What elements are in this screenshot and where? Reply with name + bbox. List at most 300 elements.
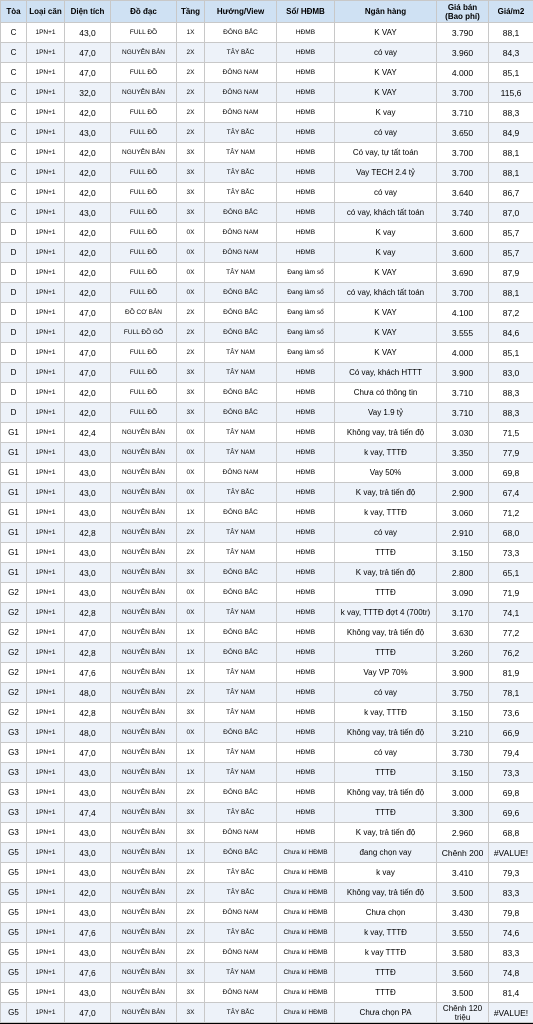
cell-huong-view[interactable]: TÂY NAM bbox=[205, 543, 277, 563]
cell-gia-ban[interactable]: 3.350 bbox=[437, 443, 489, 463]
cell-so-hdmb[interactable]: HĐMB bbox=[277, 743, 335, 763]
cell-loai-can[interactable]: 1PN+1 bbox=[27, 143, 65, 163]
cell-dien-tich[interactable]: 43,0 bbox=[65, 463, 111, 483]
cell-so-hdmb[interactable]: HĐMB bbox=[277, 423, 335, 443]
cell-huong-view[interactable]: TÂY BẮC bbox=[205, 483, 277, 503]
cell-do-dac[interactable]: NGUYÊN BẢN bbox=[111, 663, 177, 683]
cell-tang[interactable]: 1X bbox=[177, 643, 205, 663]
cell-ngan-hang[interactable]: k vay, TTTĐ bbox=[335, 923, 437, 943]
cell-loai-can[interactable]: 1PN+1 bbox=[27, 543, 65, 563]
cell-do-dac[interactable]: ĐỒ CƠ BẢN bbox=[111, 303, 177, 323]
cell-loai-can[interactable]: 1PN+1 bbox=[27, 83, 65, 103]
cell-do-dac[interactable]: NGUYÊN BẢN bbox=[111, 863, 177, 883]
cell-gia-m2[interactable]: 87,9 bbox=[489, 263, 533, 283]
cell-so-hdmb[interactable]: HĐMB bbox=[277, 63, 335, 83]
cell-gia-m2[interactable]: 79,8 bbox=[489, 903, 533, 923]
cell-tang[interactable]: 0X bbox=[177, 283, 205, 303]
cell-so-hdmb[interactable]: HĐMB bbox=[277, 763, 335, 783]
cell-gia-ban[interactable]: 3.600 bbox=[437, 223, 489, 243]
cell-do-dac[interactable]: NGUYÊN BẢN bbox=[111, 843, 177, 863]
cell-dien-tich[interactable]: 47,0 bbox=[65, 303, 111, 323]
cell-so-hdmb[interactable]: HĐMB bbox=[277, 563, 335, 583]
cell-dien-tich[interactable]: 43,0 bbox=[65, 863, 111, 883]
cell-gia-m2[interactable]: 115,6 bbox=[489, 83, 533, 103]
cell-gia-ban[interactable]: 3.700 bbox=[437, 163, 489, 183]
cell-loai-can[interactable]: 1PN+1 bbox=[27, 363, 65, 383]
cell-dien-tich[interactable]: 43,0 bbox=[65, 783, 111, 803]
cell-loai-can[interactable]: 1PN+1 bbox=[27, 123, 65, 143]
cell-gia-m2[interactable]: 73,3 bbox=[489, 543, 533, 563]
cell-loai-can[interactable]: 1PN+1 bbox=[27, 643, 65, 663]
cell-so-hdmb[interactable]: HĐMB bbox=[277, 503, 335, 523]
cell-so-hdmb[interactable]: Chưa kí HĐMB bbox=[277, 1003, 335, 1023]
cell-gia-m2[interactable]: 68,0 bbox=[489, 523, 533, 543]
cell-toa[interactable]: G2 bbox=[1, 623, 27, 643]
cell-dien-tich[interactable]: 42,8 bbox=[65, 603, 111, 623]
cell-huong-view[interactable]: TÂY BẮC bbox=[205, 803, 277, 823]
cell-so-hdmb[interactable]: Chưa kí HĐMB bbox=[277, 963, 335, 983]
cell-ngan-hang[interactable]: TTTĐ bbox=[335, 543, 437, 563]
cell-loai-can[interactable]: 1PN+1 bbox=[27, 943, 65, 963]
cell-toa[interactable]: D bbox=[1, 323, 27, 343]
cell-do-dac[interactable]: NGUYÊN BẢN bbox=[111, 603, 177, 623]
cell-toa[interactable]: G5 bbox=[1, 983, 27, 1003]
cell-dien-tich[interactable]: 47,0 bbox=[65, 43, 111, 63]
cell-huong-view[interactable]: ĐÔNG BẮC bbox=[205, 843, 277, 863]
cell-ngan-hang[interactable]: Không vay, trả tiến độ bbox=[335, 883, 437, 903]
cell-gia-ban[interactable]: 3.580 bbox=[437, 943, 489, 963]
cell-so-hdmb[interactable]: Chưa kí HĐMB bbox=[277, 903, 335, 923]
cell-gia-m2[interactable]: 71,9 bbox=[489, 583, 533, 603]
cell-huong-view[interactable]: TÂY BẮC bbox=[205, 43, 277, 63]
cell-loai-can[interactable]: 1PN+1 bbox=[27, 223, 65, 243]
cell-toa[interactable]: G2 bbox=[1, 643, 27, 663]
cell-loai-can[interactable]: 1PN+1 bbox=[27, 383, 65, 403]
cell-huong-view[interactable]: ĐÔNG BẮC bbox=[205, 563, 277, 583]
cell-gia-m2[interactable]: 88,1 bbox=[489, 143, 533, 163]
cell-tang[interactable]: 3X bbox=[177, 803, 205, 823]
cell-dien-tich[interactable]: 48,0 bbox=[65, 723, 111, 743]
cell-loai-can[interactable]: 1PN+1 bbox=[27, 163, 65, 183]
cell-tang[interactable]: 2X bbox=[177, 523, 205, 543]
cell-gia-ban[interactable]: 4.000 bbox=[437, 343, 489, 363]
cell-do-dac[interactable]: FULL ĐỒ GỖ bbox=[111, 323, 177, 343]
cell-ngan-hang[interactable]: K vay bbox=[335, 243, 437, 263]
cell-tang[interactable]: 3X bbox=[177, 383, 205, 403]
cell-loai-can[interactable]: 1PN+1 bbox=[27, 63, 65, 83]
cell-so-hdmb[interactable]: Chưa kí HĐMB bbox=[277, 983, 335, 1003]
cell-so-hdmb[interactable]: HĐMB bbox=[277, 583, 335, 603]
cell-loai-can[interactable]: 1PN+1 bbox=[27, 743, 65, 763]
cell-tang[interactable]: 1X bbox=[177, 23, 205, 43]
cell-gia-ban[interactable]: 3.650 bbox=[437, 123, 489, 143]
cell-huong-view[interactable]: ĐÔNG NAM bbox=[205, 823, 277, 843]
cell-do-dac[interactable]: FULL ĐỒ bbox=[111, 343, 177, 363]
cell-toa[interactable]: G1 bbox=[1, 523, 27, 543]
cell-huong-view[interactable]: TÂY NAM bbox=[205, 263, 277, 283]
cell-so-hdmb[interactable]: HĐMB bbox=[277, 543, 335, 563]
cell-toa[interactable]: G2 bbox=[1, 683, 27, 703]
cell-ngan-hang[interactable]: k vay, TTTĐ bbox=[335, 703, 437, 723]
cell-do-dac[interactable]: FULL ĐỒ bbox=[111, 403, 177, 423]
cell-gia-m2[interactable]: 81,4 bbox=[489, 983, 533, 1003]
cell-loai-can[interactable]: 1PN+1 bbox=[27, 563, 65, 583]
cell-tang[interactable]: 3X bbox=[177, 143, 205, 163]
cell-gia-m2[interactable]: 88,3 bbox=[489, 103, 533, 123]
cell-tang[interactable]: 0X bbox=[177, 263, 205, 283]
cell-gia-ban[interactable]: Chênh 200 bbox=[437, 843, 489, 863]
cell-gia-ban[interactable]: 3.900 bbox=[437, 363, 489, 383]
cell-tang[interactable]: 0X bbox=[177, 463, 205, 483]
cell-ngan-hang[interactable]: Có vay, tự tất toán bbox=[335, 143, 437, 163]
cell-gia-m2[interactable]: 84,3 bbox=[489, 43, 533, 63]
cell-gia-m2[interactable]: 83,3 bbox=[489, 943, 533, 963]
cell-toa[interactable]: D bbox=[1, 283, 27, 303]
cell-loai-can[interactable]: 1PN+1 bbox=[27, 723, 65, 743]
cell-huong-view[interactable]: TÂY NAM bbox=[205, 143, 277, 163]
cell-dien-tich[interactable]: 43,0 bbox=[65, 903, 111, 923]
cell-gia-ban[interactable]: 3.740 bbox=[437, 203, 489, 223]
cell-loai-can[interactable]: 1PN+1 bbox=[27, 43, 65, 63]
cell-toa[interactable]: G2 bbox=[1, 663, 27, 683]
cell-loai-can[interactable]: 1PN+1 bbox=[27, 503, 65, 523]
cell-dien-tich[interactable]: 43,0 bbox=[65, 983, 111, 1003]
cell-so-hdmb[interactable]: HĐMB bbox=[277, 643, 335, 663]
cell-dien-tich[interactable]: 43,0 bbox=[65, 543, 111, 563]
cell-tang[interactable]: 2X bbox=[177, 543, 205, 563]
cell-tang[interactable]: 0X bbox=[177, 243, 205, 263]
cell-gia-m2[interactable]: 81,9 bbox=[489, 663, 533, 683]
cell-tang[interactable]: 2X bbox=[177, 123, 205, 143]
cell-gia-m2[interactable]: 66,9 bbox=[489, 723, 533, 743]
cell-gia-ban[interactable]: 3.700 bbox=[437, 283, 489, 303]
cell-do-dac[interactable]: FULL ĐỒ bbox=[111, 183, 177, 203]
cell-do-dac[interactable]: NGUYÊN BẢN bbox=[111, 763, 177, 783]
cell-dien-tich[interactable]: 42,0 bbox=[65, 383, 111, 403]
cell-ngan-hang[interactable]: K VAY bbox=[335, 83, 437, 103]
cell-do-dac[interactable]: NGUYÊN BẢN bbox=[111, 443, 177, 463]
cell-ngan-hang[interactable]: có vay, khách tất toán bbox=[335, 283, 437, 303]
cell-gia-m2[interactable]: 69,8 bbox=[489, 463, 533, 483]
cell-toa[interactable]: C bbox=[1, 163, 27, 183]
cell-huong-view[interactable]: TÂY NAM bbox=[205, 603, 277, 623]
cell-do-dac[interactable]: NGUYÊN BẢN bbox=[111, 683, 177, 703]
cell-ngan-hang[interactable]: Không vay, trả tiến độ bbox=[335, 423, 437, 443]
cell-tang[interactable]: 3X bbox=[177, 1003, 205, 1023]
cell-ngan-hang[interactable]: có vay bbox=[335, 523, 437, 543]
cell-huong-view[interactable]: ĐÔNG BẮC bbox=[205, 403, 277, 423]
cell-so-hdmb[interactable]: Đang làm sổ bbox=[277, 263, 335, 283]
cell-toa[interactable]: D bbox=[1, 403, 27, 423]
cell-tang[interactable]: 3X bbox=[177, 183, 205, 203]
cell-loai-can[interactable]: 1PN+1 bbox=[27, 263, 65, 283]
cell-gia-ban[interactable]: 3.090 bbox=[437, 583, 489, 603]
header-toa[interactable]: Tòa bbox=[1, 1, 27, 23]
cell-do-dac[interactable]: NGUYÊN BẢN bbox=[111, 83, 177, 103]
cell-ngan-hang[interactable]: Không vay, trả tiến độ bbox=[335, 723, 437, 743]
cell-dien-tich[interactable]: 42,0 bbox=[65, 283, 111, 303]
cell-toa[interactable]: D bbox=[1, 383, 27, 403]
cell-ngan-hang[interactable]: có vay bbox=[335, 123, 437, 143]
cell-toa[interactable]: D bbox=[1, 223, 27, 243]
cell-dien-tich[interactable]: 43,0 bbox=[65, 943, 111, 963]
cell-toa[interactable]: G2 bbox=[1, 703, 27, 723]
cell-gia-m2[interactable]: 77,9 bbox=[489, 443, 533, 463]
cell-tang[interactable]: 3X bbox=[177, 823, 205, 843]
cell-loai-can[interactable]: 1PN+1 bbox=[27, 783, 65, 803]
cell-dien-tich[interactable]: 47,0 bbox=[65, 743, 111, 763]
cell-tang[interactable]: 3X bbox=[177, 703, 205, 723]
cell-huong-view[interactable]: ĐÔNG BẮC bbox=[205, 583, 277, 603]
cell-ngan-hang[interactable]: Chưa có thông tin bbox=[335, 383, 437, 403]
cell-do-dac[interactable]: FULL ĐỒ bbox=[111, 103, 177, 123]
cell-gia-m2[interactable]: 87,2 bbox=[489, 303, 533, 323]
cell-loai-can[interactable]: 1PN+1 bbox=[27, 923, 65, 943]
cell-do-dac[interactable]: NGUYÊN BẢN bbox=[111, 623, 177, 643]
cell-do-dac[interactable]: NGUYÊN BẢN bbox=[111, 803, 177, 823]
cell-gia-m2[interactable]: 87,0 bbox=[489, 203, 533, 223]
cell-so-hdmb[interactable]: HĐMB bbox=[277, 703, 335, 723]
cell-ngan-hang[interactable]: K VAY bbox=[335, 323, 437, 343]
cell-huong-view[interactable]: TÂY BẮC bbox=[205, 863, 277, 883]
header-so-hdmb[interactable]: Sổ/ HĐMB bbox=[277, 1, 335, 23]
cell-huong-view[interactable]: TÂY NAM bbox=[205, 443, 277, 463]
cell-huong-view[interactable]: ĐÔNG BẮC bbox=[205, 383, 277, 403]
cell-so-hdmb[interactable]: HĐMB bbox=[277, 623, 335, 643]
cell-tang[interactable]: 2X bbox=[177, 303, 205, 323]
cell-tang[interactable]: 3X bbox=[177, 963, 205, 983]
cell-so-hdmb[interactable]: HĐMB bbox=[277, 523, 335, 543]
cell-so-hdmb[interactable]: HĐMB bbox=[277, 243, 335, 263]
cell-so-hdmb[interactable]: HĐMB bbox=[277, 443, 335, 463]
cell-so-hdmb[interactable]: HĐMB bbox=[277, 123, 335, 143]
cell-tang[interactable]: 0X bbox=[177, 223, 205, 243]
header-huong-view[interactable]: Hướng/View bbox=[205, 1, 277, 23]
cell-dien-tich[interactable]: 42,0 bbox=[65, 243, 111, 263]
cell-ngan-hang[interactable]: TTTĐ bbox=[335, 983, 437, 1003]
cell-gia-m2[interactable]: 73,3 bbox=[489, 763, 533, 783]
cell-gia-m2[interactable]: 69,8 bbox=[489, 783, 533, 803]
cell-gia-m2[interactable]: 77,2 bbox=[489, 623, 533, 643]
cell-dien-tich[interactable]: 47,0 bbox=[65, 363, 111, 383]
cell-gia-m2[interactable]: 84,6 bbox=[489, 323, 533, 343]
cell-huong-view[interactable]: ĐÔNG BẮC bbox=[205, 23, 277, 43]
cell-so-hdmb[interactable]: HĐMB bbox=[277, 103, 335, 123]
cell-huong-view[interactable]: TÂY BẮC bbox=[205, 883, 277, 903]
cell-gia-ban[interactable]: 3.640 bbox=[437, 183, 489, 203]
cell-toa[interactable]: G5 bbox=[1, 1003, 27, 1023]
cell-do-dac[interactable]: NGUYÊN BẢN bbox=[111, 563, 177, 583]
cell-tang[interactable]: 2X bbox=[177, 83, 205, 103]
cell-so-hdmb[interactable]: HĐMB bbox=[277, 483, 335, 503]
cell-gia-m2[interactable]: 67,4 bbox=[489, 483, 533, 503]
cell-huong-view[interactable]: TÂY NAM bbox=[205, 963, 277, 983]
cell-so-hdmb[interactable]: Chưa kí HĐMB bbox=[277, 923, 335, 943]
cell-gia-ban[interactable]: 3.560 bbox=[437, 963, 489, 983]
cell-huong-view[interactable]: ĐÔNG BẮC bbox=[205, 323, 277, 343]
cell-gia-m2[interactable]: #VALUE! bbox=[489, 1003, 533, 1023]
cell-toa[interactable]: C bbox=[1, 183, 27, 203]
cell-huong-view[interactable]: TÂY NAM bbox=[205, 743, 277, 763]
cell-loai-can[interactable]: 1PN+1 bbox=[27, 323, 65, 343]
cell-dien-tich[interactable]: 43,0 bbox=[65, 443, 111, 463]
cell-huong-view[interactable]: ĐÔNG NAM bbox=[205, 983, 277, 1003]
cell-loai-can[interactable]: 1PN+1 bbox=[27, 803, 65, 823]
cell-gia-ban[interactable]: 3.300 bbox=[437, 803, 489, 823]
cell-gia-ban[interactable]: 3.700 bbox=[437, 143, 489, 163]
cell-ngan-hang[interactable]: Vay VP 70% bbox=[335, 663, 437, 683]
cell-do-dac[interactable]: FULL ĐỒ bbox=[111, 243, 177, 263]
cell-loai-can[interactable]: 1PN+1 bbox=[27, 763, 65, 783]
cell-so-hdmb[interactable]: HĐMB bbox=[277, 23, 335, 43]
cell-gia-ban[interactable]: 3.900 bbox=[437, 663, 489, 683]
cell-do-dac[interactable]: NGUYÊN BẢN bbox=[111, 483, 177, 503]
cell-gia-m2[interactable]: 88,1 bbox=[489, 23, 533, 43]
cell-ngan-hang[interactable]: K vay, trả tiến độ bbox=[335, 823, 437, 843]
cell-do-dac[interactable]: NGUYÊN BẢN bbox=[111, 883, 177, 903]
cell-do-dac[interactable]: FULL ĐỒ bbox=[111, 263, 177, 283]
cell-do-dac[interactable]: FULL ĐỒ bbox=[111, 23, 177, 43]
cell-loai-can[interactable]: 1PN+1 bbox=[27, 663, 65, 683]
cell-tang[interactable]: 3X bbox=[177, 163, 205, 183]
cell-tang[interactable]: 0X bbox=[177, 443, 205, 463]
cell-loai-can[interactable]: 1PN+1 bbox=[27, 103, 65, 123]
cell-tang[interactable]: 2X bbox=[177, 903, 205, 923]
cell-toa[interactable]: D bbox=[1, 343, 27, 363]
cell-huong-view[interactable]: ĐÔNG BẮC bbox=[205, 203, 277, 223]
cell-toa[interactable]: G5 bbox=[1, 863, 27, 883]
cell-toa[interactable]: G2 bbox=[1, 603, 27, 623]
cell-ngan-hang[interactable]: Vay 1.9 tỷ bbox=[335, 403, 437, 423]
cell-gia-ban[interactable]: 3.710 bbox=[437, 403, 489, 423]
cell-toa[interactable]: G3 bbox=[1, 723, 27, 743]
cell-dien-tich[interactable]: 42,0 bbox=[65, 263, 111, 283]
cell-ngan-hang[interactable]: có vay bbox=[335, 183, 437, 203]
cell-so-hdmb[interactable]: Chưa kí HĐMB bbox=[277, 883, 335, 903]
cell-ngan-hang[interactable]: có vay bbox=[335, 43, 437, 63]
header-dien-tich[interactable]: Diện tích bbox=[65, 1, 111, 23]
cell-gia-ban[interactable]: 3.790 bbox=[437, 23, 489, 43]
header-ngan-hang[interactable]: Ngân hàng bbox=[335, 1, 437, 23]
cell-ngan-hang[interactable]: Có vay, khách HTTT bbox=[335, 363, 437, 383]
cell-so-hdmb[interactable]: HĐMB bbox=[277, 363, 335, 383]
cell-gia-ban[interactable]: 2.800 bbox=[437, 563, 489, 583]
cell-do-dac[interactable]: FULL ĐỒ bbox=[111, 203, 177, 223]
cell-dien-tich[interactable]: 43,0 bbox=[65, 563, 111, 583]
cell-gia-ban[interactable]: 3.550 bbox=[437, 923, 489, 943]
cell-gia-ban[interactable]: 3.710 bbox=[437, 383, 489, 403]
cell-do-dac[interactable]: NGUYÊN BẢN bbox=[111, 583, 177, 603]
cell-gia-ban[interactable]: 3.555 bbox=[437, 323, 489, 343]
cell-ngan-hang[interactable]: có vay bbox=[335, 743, 437, 763]
cell-toa[interactable]: G5 bbox=[1, 923, 27, 943]
cell-loai-can[interactable]: 1PN+1 bbox=[27, 403, 65, 423]
cell-gia-m2[interactable]: 88,3 bbox=[489, 383, 533, 403]
cell-toa[interactable]: C bbox=[1, 23, 27, 43]
cell-huong-view[interactable]: TÂY NAM bbox=[205, 523, 277, 543]
cell-dien-tich[interactable]: 42,0 bbox=[65, 163, 111, 183]
cell-tang[interactable]: 2X bbox=[177, 943, 205, 963]
cell-do-dac[interactable]: NGUYÊN BẢN bbox=[111, 703, 177, 723]
cell-gia-ban[interactable]: 4.100 bbox=[437, 303, 489, 323]
cell-gia-ban[interactable]: 3.150 bbox=[437, 763, 489, 783]
cell-so-hdmb[interactable]: HĐMB bbox=[277, 223, 335, 243]
cell-huong-view[interactable]: ĐÔNG BẮC bbox=[205, 723, 277, 743]
cell-loai-can[interactable]: 1PN+1 bbox=[27, 963, 65, 983]
cell-dien-tich[interactable]: 43,0 bbox=[65, 483, 111, 503]
cell-ngan-hang[interactable]: k vay TTTĐ bbox=[335, 943, 437, 963]
cell-ngan-hang[interactable]: K VAY bbox=[335, 263, 437, 283]
cell-huong-view[interactable]: TÂY BẮC bbox=[205, 923, 277, 943]
cell-gia-ban[interactable]: 3.690 bbox=[437, 263, 489, 283]
cell-tang[interactable]: 3X bbox=[177, 403, 205, 423]
cell-tang[interactable]: 2X bbox=[177, 783, 205, 803]
cell-do-dac[interactable]: NGUYÊN BẢN bbox=[111, 903, 177, 923]
cell-dien-tich[interactable]: 42,0 bbox=[65, 883, 111, 903]
cell-so-hdmb[interactable]: HĐMB bbox=[277, 83, 335, 103]
cell-so-hdmb[interactable]: HĐMB bbox=[277, 823, 335, 843]
cell-huong-view[interactable]: ĐÔNG BẮC bbox=[205, 503, 277, 523]
cell-tang[interactable]: 2X bbox=[177, 323, 205, 343]
cell-so-hdmb[interactable]: Đang làm sổ bbox=[277, 323, 335, 343]
cell-loai-can[interactable]: 1PN+1 bbox=[27, 883, 65, 903]
cell-huong-view[interactable]: TÂY NAM bbox=[205, 703, 277, 723]
cell-ngan-hang[interactable]: K vay bbox=[335, 103, 437, 123]
cell-do-dac[interactable]: FULL ĐỒ bbox=[111, 363, 177, 383]
cell-so-hdmb[interactable]: Đang làm sổ bbox=[277, 303, 335, 323]
cell-tang[interactable]: 1X bbox=[177, 843, 205, 863]
cell-tang[interactable]: 2X bbox=[177, 923, 205, 943]
cell-huong-view[interactable]: ĐÔNG NAM bbox=[205, 903, 277, 923]
cell-gia-ban[interactable]: Chênh 120 triệu bbox=[437, 1003, 489, 1023]
cell-dien-tich[interactable]: 47,0 bbox=[65, 1003, 111, 1023]
cell-toa[interactable]: G1 bbox=[1, 543, 27, 563]
cell-toa[interactable]: G3 bbox=[1, 783, 27, 803]
cell-so-hdmb[interactable]: Đang làm sổ bbox=[277, 343, 335, 363]
cell-ngan-hang[interactable]: Không vay, trả tiến độ bbox=[335, 623, 437, 643]
cell-so-hdmb[interactable]: Chưa kí HĐMB bbox=[277, 863, 335, 883]
cell-ngan-hang[interactable]: có vay bbox=[335, 683, 437, 703]
cell-dien-tich[interactable]: 42,0 bbox=[65, 323, 111, 343]
cell-do-dac[interactable]: NGUYÊN BẢN bbox=[111, 143, 177, 163]
cell-dien-tich[interactable]: 48,0 bbox=[65, 683, 111, 703]
cell-so-hdmb[interactable]: Chưa kí HĐMB bbox=[277, 843, 335, 863]
cell-ngan-hang[interactable]: có vay, khách tất toán bbox=[335, 203, 437, 223]
cell-gia-ban[interactable]: 3.500 bbox=[437, 883, 489, 903]
cell-loai-can[interactable]: 1PN+1 bbox=[27, 283, 65, 303]
cell-so-hdmb[interactable]: HĐMB bbox=[277, 783, 335, 803]
cell-gia-m2[interactable]: 79,4 bbox=[489, 743, 533, 763]
cell-ngan-hang[interactable]: k vay, TTTĐ đợt 4 (700tr) bbox=[335, 603, 437, 623]
cell-gia-ban[interactable]: 2.910 bbox=[437, 523, 489, 543]
cell-do-dac[interactable]: NGUYÊN BẢN bbox=[111, 643, 177, 663]
cell-ngan-hang[interactable]: K VAY bbox=[335, 303, 437, 323]
cell-so-hdmb[interactable]: HĐMB bbox=[277, 383, 335, 403]
cell-tang[interactable]: 2X bbox=[177, 343, 205, 363]
cell-gia-ban[interactable]: 3.960 bbox=[437, 43, 489, 63]
cell-so-hdmb[interactable]: Chưa kí HĐMB bbox=[277, 943, 335, 963]
cell-ngan-hang[interactable]: K VAY bbox=[335, 23, 437, 43]
cell-gia-ban[interactable]: 3.630 bbox=[437, 623, 489, 643]
cell-gia-ban[interactable]: 3.260 bbox=[437, 643, 489, 663]
cell-do-dac[interactable]: NGUYÊN BẢN bbox=[111, 823, 177, 843]
cell-huong-view[interactable]: ĐÔNG BẮC bbox=[205, 303, 277, 323]
cell-toa[interactable]: G3 bbox=[1, 823, 27, 843]
cell-gia-m2[interactable]: #VALUE! bbox=[489, 843, 533, 863]
cell-toa[interactable]: G1 bbox=[1, 463, 27, 483]
cell-dien-tich[interactable]: 43,0 bbox=[65, 23, 111, 43]
cell-do-dac[interactable]: NGUYÊN BẢN bbox=[111, 503, 177, 523]
